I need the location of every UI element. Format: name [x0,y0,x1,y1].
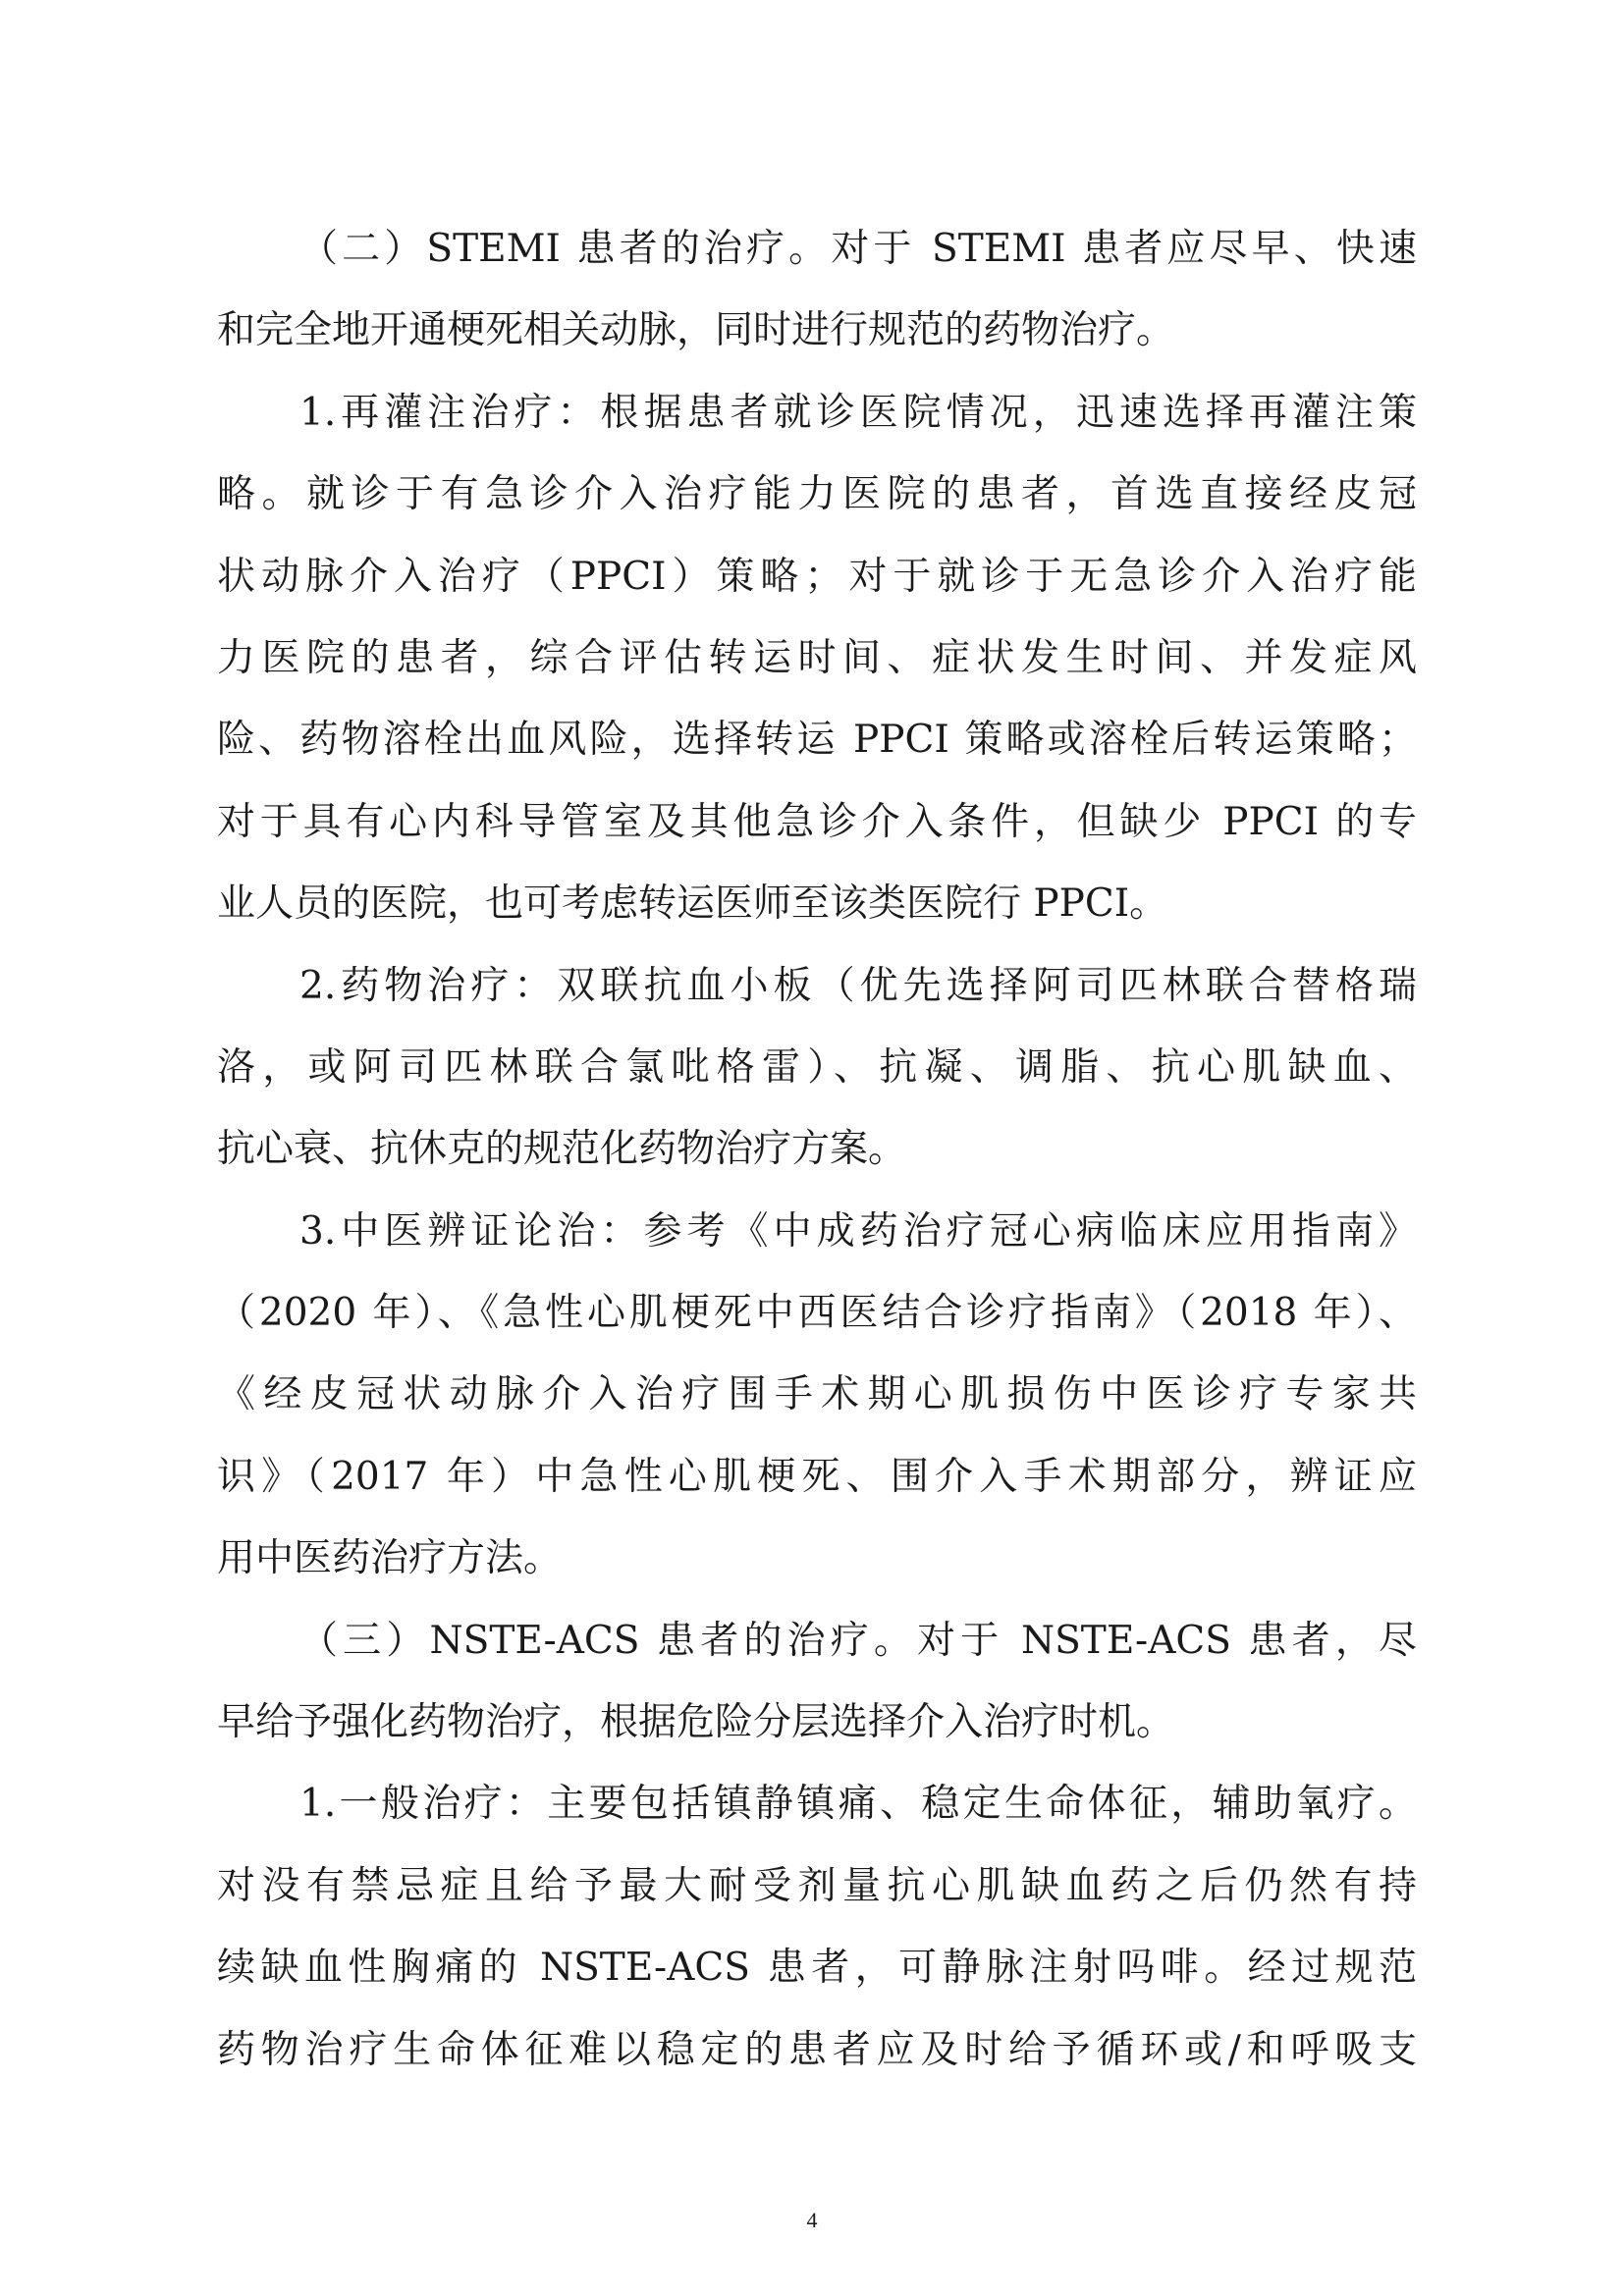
paragraph-line: （二）STEMI 患者的治疗。对于 STEMI 患者应尽早、快速 [299,227,1417,271]
paragraph-line: 对于具有心内科导管室及其他急诊介入条件，但缺少 PPCI 的专 [217,799,1417,844]
paragraph-line: 略。就诊于有急诊介入治疗能力医院的患者，首选直接经皮冠 [217,472,1417,517]
paragraph-line: 用中医药治疗方法。 [217,1536,563,1581]
paragraph-line: 险、药物溶栓出血风险，选择转运 PPCI 策略或溶栓后转运策略； [217,718,1417,763]
paragraph-line: 识》（2017 年）中急性心肌梗死、围介入手术期部分，辨证应 [217,1454,1417,1499]
page-number: 4 [806,2208,818,2232]
paragraph-line: 药物治疗生命体征难以稳定的患者应及时给予循环或/和呼吸支 [217,2027,1417,2072]
paragraph-line: （三）NSTE-ACS 患者的治疗。对于 NSTE-ACS 患者，尽 [299,1618,1417,1663]
paragraph-line: 业人员的医院，也可考虑转运医师至该类医院行 PPCI。 [217,881,1168,927]
paragraph-line: 和完全地开通梗死相关动脉，同时进行规范的药物治疗。 [217,308,1175,353]
paragraph-line: 洛，或阿司匹林联合氯吡格雷）、抗凝、调脂、抗心肌缺血、 [217,1044,1417,1090]
paragraph-line: 状动脉介入治疗（PPCI）策略；对于就诊于无急诊介入治疗能 [217,554,1417,599]
paragraph-line: 1.一般治疗：主要包括镇静镇痛、稳定生命体征，辅助氧疗。 [299,1782,1417,1827]
document-body [217,208,1417,2091]
paragraph-line: 早给予强化药物治疗，根据危险分层选择介入治疗时机。 [217,1700,1175,1745]
paragraph-line: 对没有禁忌症且给予最大耐受剂量抗心肌缺血药之后仍然有持 [217,1863,1417,1908]
paragraph-line: 抗心衰、抗休克的规范化药物治疗方案。 [217,1127,907,1172]
paragraph-line: 续缺血性胸痛的 NSTE-ACS 患者，可静脉注射吗啡。经过规范 [217,1946,1417,1991]
paragraph-line: 《经皮冠状动脉介入治疗围手术期心肌损伤中医诊疗专家共 [217,1372,1417,1417]
paragraph-line: 力医院的患者，综合评估转运时间、症状发生时间、并发症风 [217,635,1417,680]
paragraph-line: 3.中医辨证论治：参考《中成药治疗冠心病临床应用指南》 [299,1208,1417,1254]
paragraph-line: （2020 年）、《急性心肌梗死中西医结合诊疗指南》（2018 年）、 [217,1291,1417,1336]
paragraph-line: 2.药物治疗：双联抗血小板（优先选择阿司匹林联合替格瑞 [299,963,1417,1008]
paragraph-line: 1.再灌注治疗：根据患者就诊医院情况，迅速选择再灌注策 [299,390,1417,435]
